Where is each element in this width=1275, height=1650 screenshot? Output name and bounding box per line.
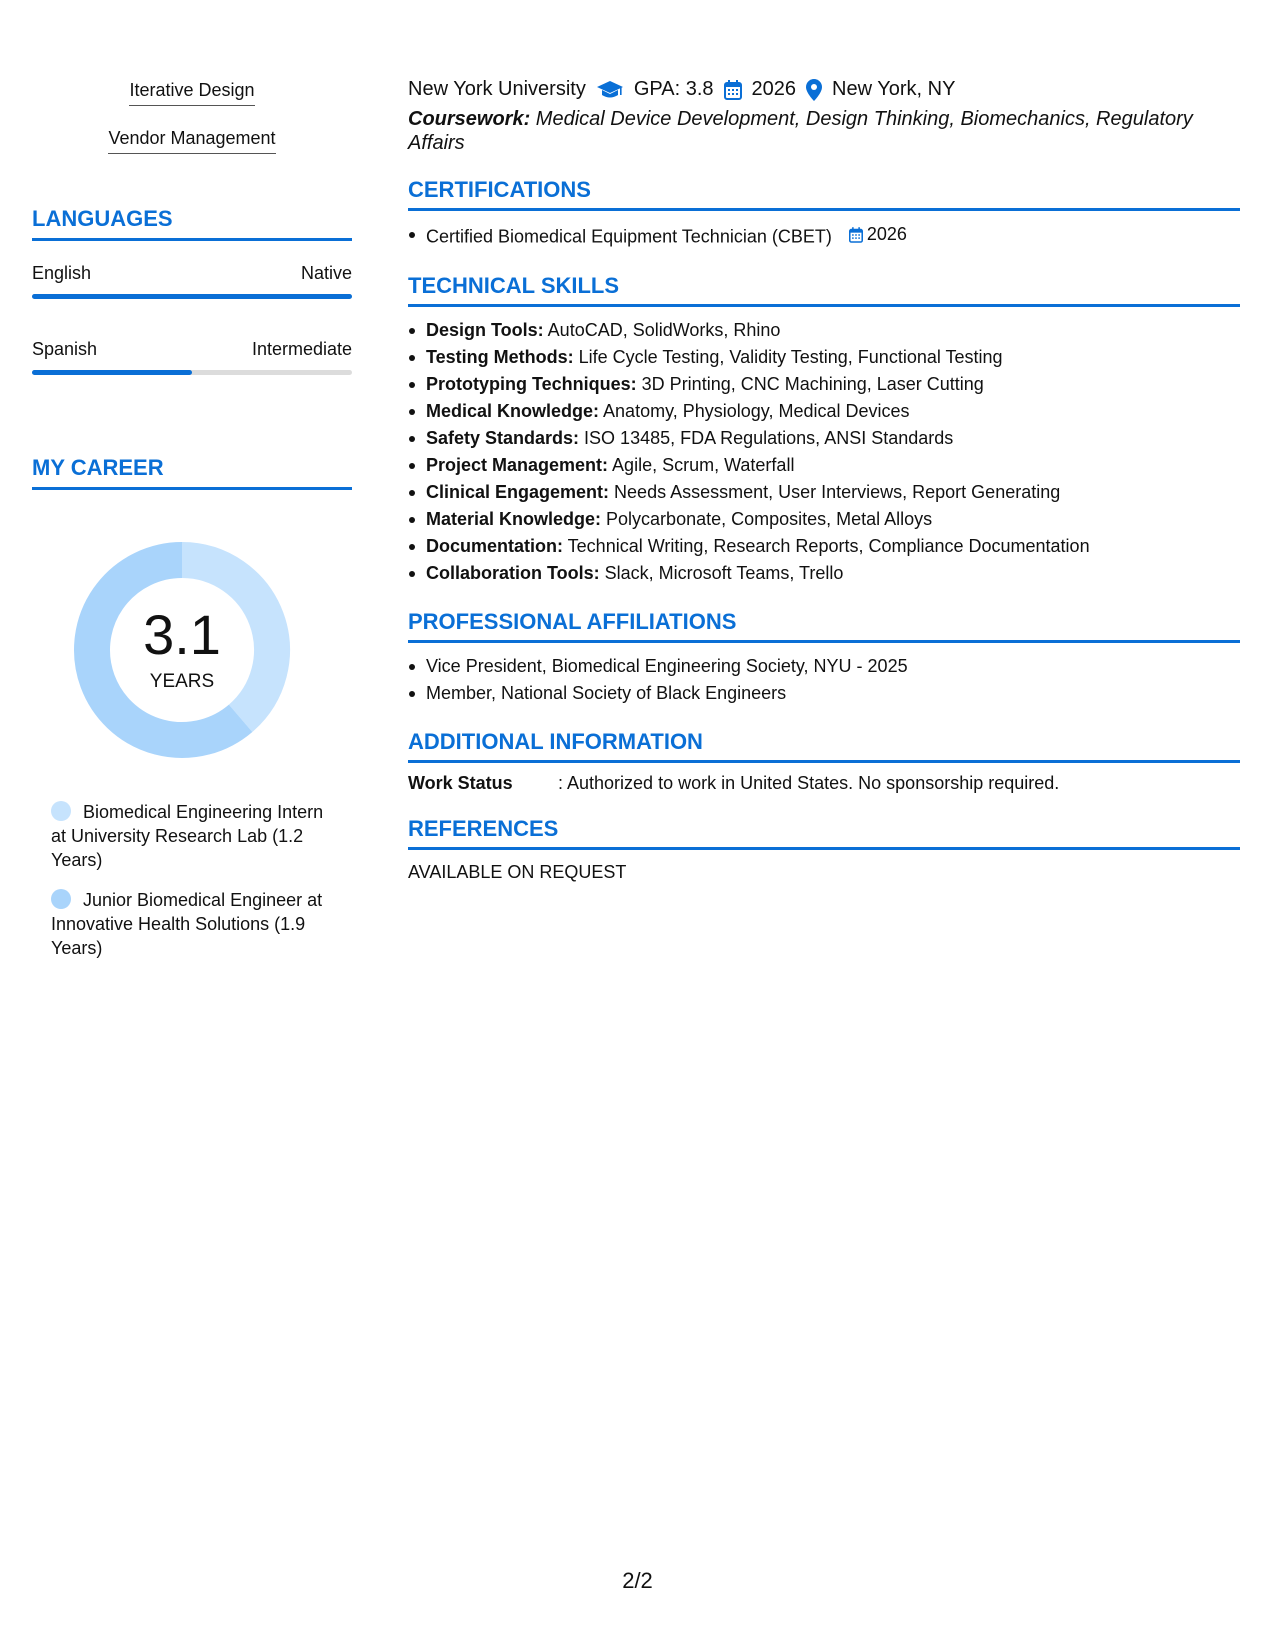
skill-item [408, 533, 1240, 560]
certification-item [408, 221, 1240, 251]
language-proficiency-fill [32, 294, 352, 299]
skill-label: Project Management: [426, 454, 609, 475]
school-location: New York, NY [832, 78, 956, 100]
location-pin-icon [806, 79, 822, 101]
references-value: AVAILABLE ON REQUEST [408, 861, 627, 882]
certifications-heading: CERTIFICATIONS [408, 177, 1240, 211]
career-legend-item [51, 888, 341, 960]
skill-value: Agile, Scrum, Waterfall [608, 454, 795, 475]
skill-item [408, 479, 1240, 506]
right-column [408, 78, 1240, 883]
skill-value: Polycarbonate, Composites, Metal Alloys [601, 508, 933, 529]
career-legend-label: Junior Biomedical Engineer at Innovative Health Solutions (1.9 Years) [51, 890, 323, 958]
skill-label: Safety Standards: [426, 427, 580, 448]
affiliations-section [408, 609, 1240, 707]
coursework-list: Medical Device Development, Design Thinking, Biomechanics, Regulatory Affairs [408, 108, 1193, 154]
skill-chip: Iterative Design [129, 80, 254, 106]
skill-label: Prototyping Techniques: [426, 373, 637, 394]
skill-chip: Vendor Management [108, 128, 275, 154]
skill-value: 3D Printing, CNC Machining, Laser Cutting [636, 373, 984, 394]
technical-skills-heading: TECHNICAL SKILLS [408, 273, 1240, 307]
skill-item [408, 398, 1240, 425]
skill-item [408, 506, 1240, 533]
skill-item [408, 317, 1240, 344]
career-legend-item [51, 800, 341, 872]
language-proficiency-bar [32, 370, 352, 375]
graduation-year: 2026 [751, 78, 797, 100]
skill-value: Anatomy, Physiology, Medical Devices [599, 400, 910, 421]
coursework-label: Coursework: [408, 108, 531, 130]
skill-value: Life Cycle Testing, Validity Testing, Functional Testing [573, 346, 1003, 367]
skill-label: Clinical Engagement: [426, 481, 610, 502]
affiliation-item: Member, National Society of Black Engineers [408, 680, 1240, 707]
work-status-value: : Authorized to work in United States. No sponsorship required. [558, 772, 1060, 793]
career-legend-label: Biomedical Engineering Intern at University Research Lab (1.2 Years) [51, 802, 324, 870]
language-proficiency-bar [32, 294, 352, 299]
certifications-section [408, 177, 1240, 251]
language-name: English [32, 263, 92, 283]
skill-label: Material Knowledge: [426, 508, 602, 529]
legend-dot-icon [51, 801, 71, 821]
page-number: 2/2 [622, 1568, 653, 1593]
graduation-cap-icon [596, 80, 624, 100]
school-name: New York University [408, 78, 586, 100]
language-proficiency-fill [32, 370, 192, 375]
left-column [32, 80, 352, 976]
skill-label: Documentation: [426, 535, 563, 556]
career-legend [51, 800, 341, 960]
certification-date: 2026 [866, 224, 907, 244]
language-level: Intermediate [251, 339, 352, 359]
certification-name: Certified Biomedical Equipment Technician (CBET) [426, 226, 832, 247]
affiliations-heading: PROFESSIONAL AFFILIATIONS [408, 609, 1240, 643]
coursework [408, 107, 1240, 155]
skill-value: Technical Writing, Research Reports, Compliance Documentation [563, 535, 1090, 556]
additional-info-heading: ADDITIONAL INFORMATION [408, 729, 1240, 763]
languages-heading: LANGUAGES [32, 206, 352, 241]
language-row [32, 263, 352, 284]
skill-label: Testing Methods: [426, 346, 574, 367]
career-heading: MY CAREER [32, 455, 352, 490]
education-line [408, 78, 1240, 101]
skill-value: ISO 13485, FDA Regulations, ANSI Standards [579, 427, 954, 448]
technical-skills-section [408, 273, 1240, 587]
skill-value: Slack, Microsoft Teams, Trello [599, 562, 844, 583]
skill-value: AutoCAD, SolidWorks, Rhino [543, 319, 781, 340]
calendar-icon [724, 80, 742, 100]
work-status-label: Work Status [408, 772, 513, 793]
legend-dot-icon [51, 889, 71, 909]
skill-label: Medical Knowledge: [426, 400, 600, 421]
affiliation-item: Vice President, Biomedical Engineering Society, NYU - 2025 [408, 653, 1240, 680]
skill-value: Needs Assessment, User Interviews, Report Generating [609, 481, 1061, 502]
skill-label: Collaboration Tools: [426, 562, 600, 583]
career-total-years: 3.1 [143, 603, 221, 666]
references-section [408, 816, 1240, 883]
additional-info-section [408, 729, 1240, 794]
career-donut-chart [64, 532, 300, 768]
language-name: Spanish [32, 339, 98, 359]
language-row [32, 339, 352, 360]
skill-item [408, 452, 1240, 479]
career-total-unit: YEARS [149, 671, 215, 692]
calendar-icon [849, 227, 863, 243]
references-heading: REFERENCES [408, 816, 1240, 850]
skill-chips [32, 80, 352, 154]
skill-item [408, 560, 1240, 587]
skill-item [408, 344, 1240, 371]
gpa: GPA: 3.8 [633, 78, 714, 100]
skill-item [408, 371, 1240, 398]
skill-item [408, 425, 1240, 452]
skill-label: Design Tools: [426, 319, 544, 340]
language-level: Native [300, 263, 352, 283]
